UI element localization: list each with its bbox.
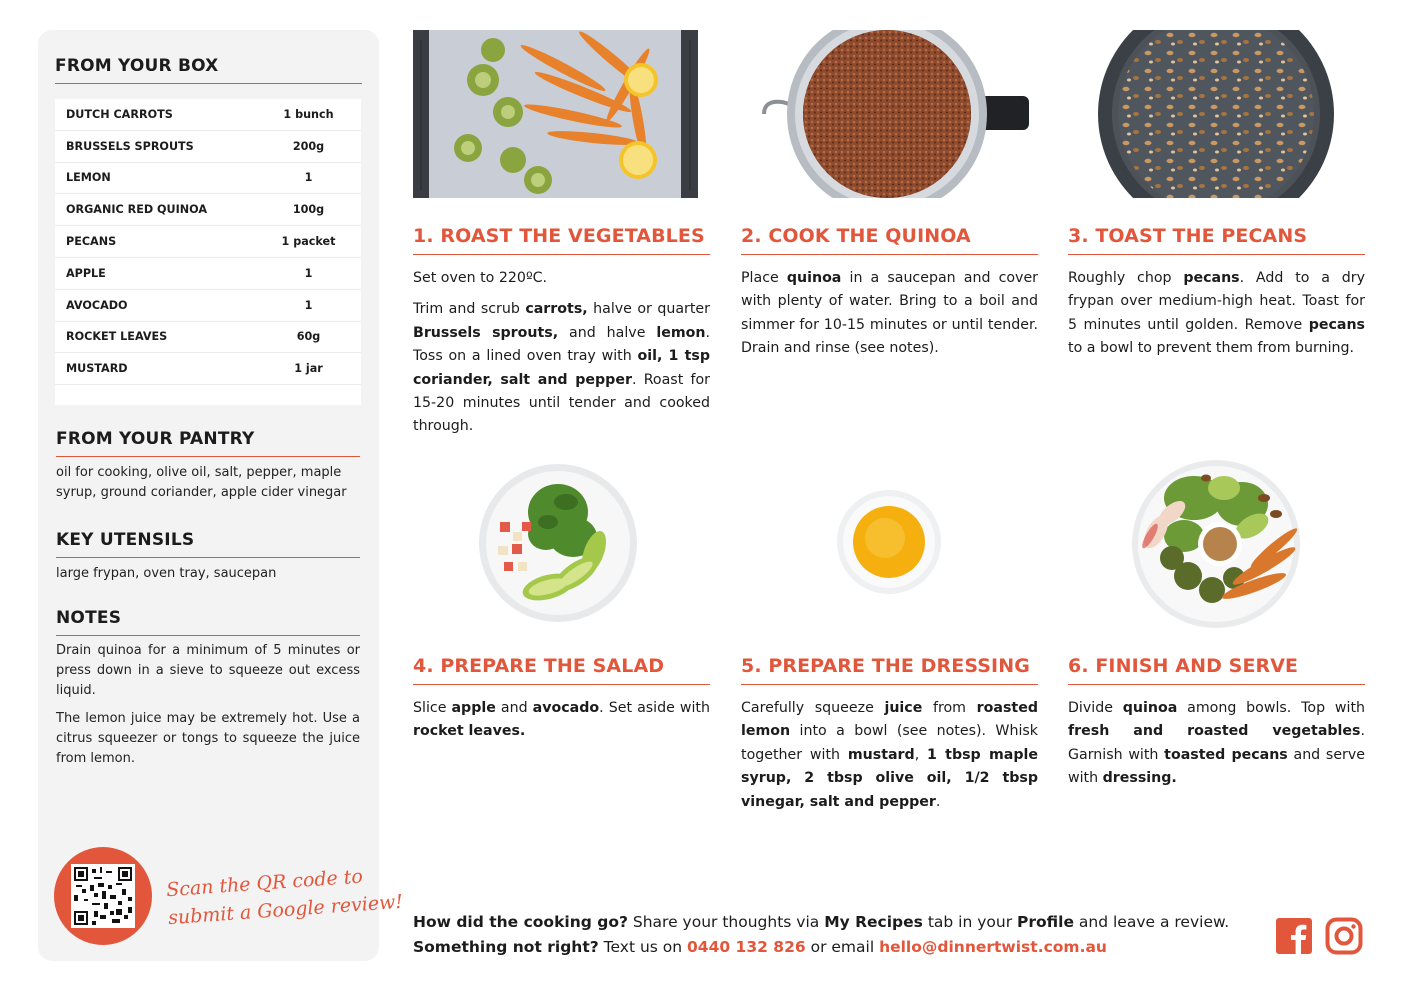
pecans-frypan-photo <box>1098 30 1358 198</box>
salad-plate-photo <box>478 462 638 624</box>
step-4-title: 4. PREPARE THE SALAD <box>413 655 710 685</box>
ingredient-qty: 1 <box>304 266 313 280</box>
step-paragraph: Roughly chop pecans. Add to a dry frypan over medium-high heat. Toast for 5 minutes until golden. Remove pecans to a bowl to prevent them from burning. <box>1068 270 1365 357</box>
notes-body <box>56 641 360 777</box>
footer-line-review: How did the cooking go? Share your thoughts via My Recipes tab in your Profile and leave a review. <box>413 913 1230 931</box>
step-6-body <box>1068 697 1365 799</box>
step-3-title: 3. TOAST THE PECANS <box>1068 225 1365 255</box>
ingredient-qty: 200g <box>292 139 325 153</box>
step-4-body <box>413 697 710 752</box>
ingredient-qty: 60g <box>296 330 321 344</box>
step-paragraph: Set oven to 220ºC. <box>413 270 548 286</box>
table-row <box>55 353 361 385</box>
instagram-icon[interactable] <box>1325 917 1363 955</box>
utensils-text: large frypan, oven tray, saucepan <box>56 566 277 581</box>
ingredient-qty: 1 bunch <box>283 107 334 121</box>
roast-vegetables-photo <box>413 30 698 198</box>
step-paragraph: Divide quinoa among bowls. Top with fresh and roasted vegetables. Garnish with toasted pecans and serve with dressing. <box>1068 700 1366 787</box>
ingredient-name: ROCKET LEAVES <box>66 330 168 344</box>
ingredient-name: BRUSSELS SPROUTS <box>66 139 194 153</box>
qr-badge[interactable] <box>54 847 152 945</box>
box-ingredients-table <box>55 99 361 405</box>
table-row <box>55 99 361 131</box>
ingredient-qty: 1 <box>304 171 313 185</box>
footer-line-contact: Something not right? Text us on 0440 132 826 or email hello@dinnertwist.com.au <box>413 938 1107 956</box>
finished-dish-photo <box>1124 458 1314 628</box>
qr-code-icon <box>71 864 135 928</box>
utensils-title: KEY UTENSILS <box>56 530 360 558</box>
ingredient-name: AVOCADO <box>66 298 128 312</box>
ingredient-qty: 1 jar <box>294 362 323 376</box>
pantry-title: FROM YOUR PANTRY <box>56 429 360 457</box>
pantry-text: oil for cooking, olive oil, salt, pepper, maple syrup, ground coriander, apple cider vinegar <box>56 465 347 500</box>
phone-link[interactable]: 0440 132 826 <box>687 938 806 956</box>
table-row <box>55 163 361 195</box>
step-paragraph: Place quinoa in a saucepan and cover with plenty of water. Bring to a boil and simmer for 10-15 minutes or until tender. Drain and rinse (see notes). <box>741 270 1039 357</box>
notes-title: NOTES <box>56 608 360 636</box>
table-row <box>55 131 361 163</box>
ingredient-qty: 1 <box>304 298 313 312</box>
step-3-body <box>1068 267 1365 369</box>
step-1-title: 1. ROAST THE VEGETABLES <box>413 225 710 255</box>
ingredient-name: PECANS <box>66 235 117 249</box>
step-paragraph: Trim and scrub carrots, halve or quarter Brussels sprouts, and halve lemon. Toss on a lined oven tray with oil, 1 tsp coriander, salt and pepper. Roast for 15-20 minutes until tender and cooked through. <box>413 301 710 435</box>
qr-caption-line: Scan the QR code to <box>165 865 364 902</box>
step-paragraph: Carefully squeeze juice from roasted lemon into a bowl (see notes). Whisk together with mustard, 1 tbsp maple syrup, 2 tbsp olive oil, 1/2 tbsp vinegar, salt and pepper. <box>741 700 1038 810</box>
table-row <box>55 258 361 290</box>
ingredient-qty: 100g <box>292 203 325 217</box>
step-1-body <box>413 267 710 447</box>
table-row <box>55 322 361 354</box>
quinoa-saucepan-photo <box>762 30 1030 198</box>
feedback-footer <box>413 910 1229 960</box>
box-title: FROM YOUR BOX <box>55 56 362 84</box>
step-paragraph: Slice apple and avocado. Set aside with rocket leaves. <box>413 700 710 740</box>
step-2-title: 2. COOK THE QUINOA <box>741 225 1038 255</box>
ingredient-name: DUTCH CARROTS <box>66 107 173 121</box>
ingredient-qty: 1 packet <box>281 235 336 249</box>
dressing-bowl-photo <box>835 488 943 596</box>
table-row <box>55 290 361 322</box>
table-row <box>55 226 361 258</box>
qr-caption-line: submit a Google review! <box>167 890 404 930</box>
email-link[interactable]: hello@dinnertwist.com.au <box>879 938 1107 956</box>
ingredient-name: APPLE <box>66 266 106 280</box>
table-row <box>55 194 361 226</box>
ingredient-name: MUSTARD <box>66 362 128 376</box>
facebook-icon[interactable] <box>1275 917 1313 955</box>
ingredient-name: ORGANIC RED QUINOA <box>66 203 208 217</box>
step-6-title: 6. FINISH AND SERVE <box>1068 655 1365 685</box>
note-paragraph: The lemon juice may be extremely hot. Use a citrus squeezer or tongs to squeeze the juice from lemon. <box>56 711 360 766</box>
ingredient-name: LEMON <box>66 171 111 185</box>
step-2-body <box>741 267 1038 369</box>
note-paragraph: Drain quinoa for a minimum of 5 minutes or press down in a sieve to squeeze out excess liquid. <box>56 643 360 698</box>
step-5-body <box>741 697 1038 822</box>
step-5-title: 5. PREPARE THE DRESSING <box>741 655 1038 685</box>
